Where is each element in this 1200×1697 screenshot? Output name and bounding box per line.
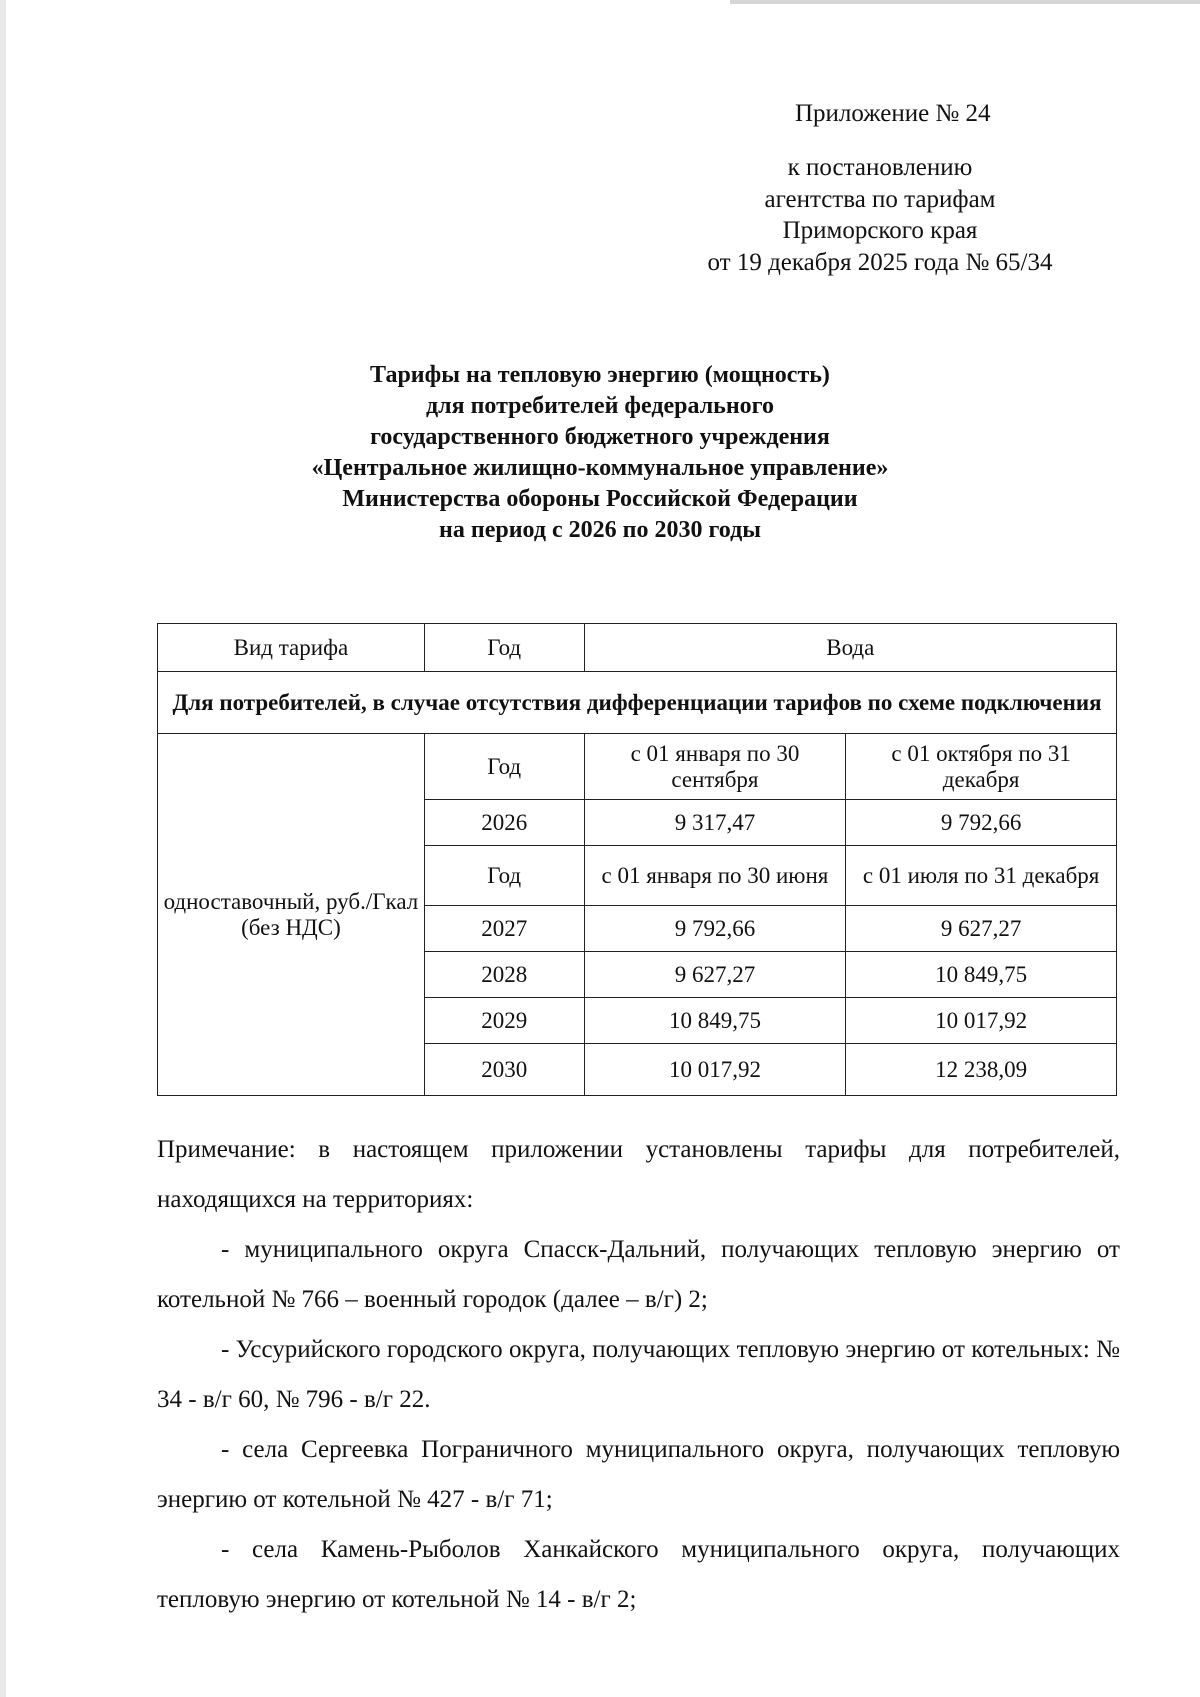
table-header-row [158,624,1117,672]
notes-item: - села Сергеевка Пограничного муниципального округа, получающих тепловую энергию от котельной № 427 - в/г 71; [157,1436,1120,1513]
value-second-cell: 12 238,09 [846,1044,1117,1096]
value-second-cell: 10 017,92 [846,998,1117,1044]
period-first-label: с 01 января по 30 июня [584,846,846,906]
value-first-cell: 9 317,47 [584,800,846,846]
value-second-cell: 9 792,66 [846,800,1117,846]
year-cell: 2028 [424,952,584,998]
title-line: «Центральное жилищно-коммунальное управление» [311,455,889,481]
notes-item: - Уссурийского городского округа, получающих тепловую энергию от котельных: № 34 - в/г 60, № 796 - в/г 22. [157,1336,1120,1413]
group-label: Для потребителей, в случае отсутствия дифференциации тарифов по схеме подключения [158,672,1117,734]
value-second-cell: 10 849,75 [846,952,1117,998]
document-title [200,360,1000,546]
appendix-line: от 19 декабря 2025 года № 65/34 [707,248,1053,276]
period-first-label: с 01 января по 30 сентября [584,734,846,800]
period-year-label: Год [424,734,584,800]
notes-item: - муниципального округа Спасск-Дальний, получающих тепловую энергию от котельной № 766 – военный городок (далее – в/г) 2; [157,1236,1120,1313]
title-line: государственного бюджетного учреждения [370,424,830,450]
value-first-cell: 10 849,75 [584,998,846,1044]
notes-intro: Примечание: в настоящем приложении установлены тарифы для потребителей, находящихся на территориях: [157,1136,1120,1213]
period-year-label: Год [424,846,584,906]
tariff-name-cell: одноставочный, руб./Гкал (без НДС) [158,734,425,1096]
title-line: на период с 2026 по 2030 годы [439,517,761,543]
appendix-title: Приложение № 24 [795,100,991,127]
appendix-line: Приморского края [782,217,978,244]
value-first-cell: 9 627,27 [584,952,846,998]
value-first-cell: 9 792,66 [584,906,846,952]
appendix-line: к постановлению [787,154,973,181]
value-first-cell: 10 017,92 [584,1044,846,1096]
header-tariff-type: Вид тарифа [158,624,425,672]
year-cell: 2026 [424,800,584,846]
table-row [158,734,1117,800]
value-second-cell: 9 627,27 [846,906,1117,952]
table-group-row [158,672,1117,734]
tariff-table [157,623,1117,1096]
header-year: Год [424,624,584,672]
appendix-line: агентства по тарифам [764,185,996,213]
year-cell: 2027 [424,906,584,952]
scan-top-shadow [730,0,1200,4]
header-water: Вода [584,624,1116,672]
notes-section [157,1125,1120,1625]
period-second-label: с 01 июля по 31 декабря [846,846,1117,906]
appendix-reference [660,152,1100,278]
year-cell: 2030 [424,1044,584,1096]
title-line: Тарифы на тепловую энергию (мощность) [370,362,830,388]
title-line: Министерства обороны Российской Федерации [342,486,858,512]
title-line: для потребителей федерального [426,393,774,419]
notes-item: - села Камень-Рыболов Ханкайского муниципального округа, получающих тепловую энергию от котельной № 14 - в/г 2; [157,1536,1120,1613]
year-cell: 2029 [424,998,584,1044]
period-second-label: с 01 октября по 31 декабря [846,734,1117,800]
scan-edge-shadow [0,0,6,1697]
